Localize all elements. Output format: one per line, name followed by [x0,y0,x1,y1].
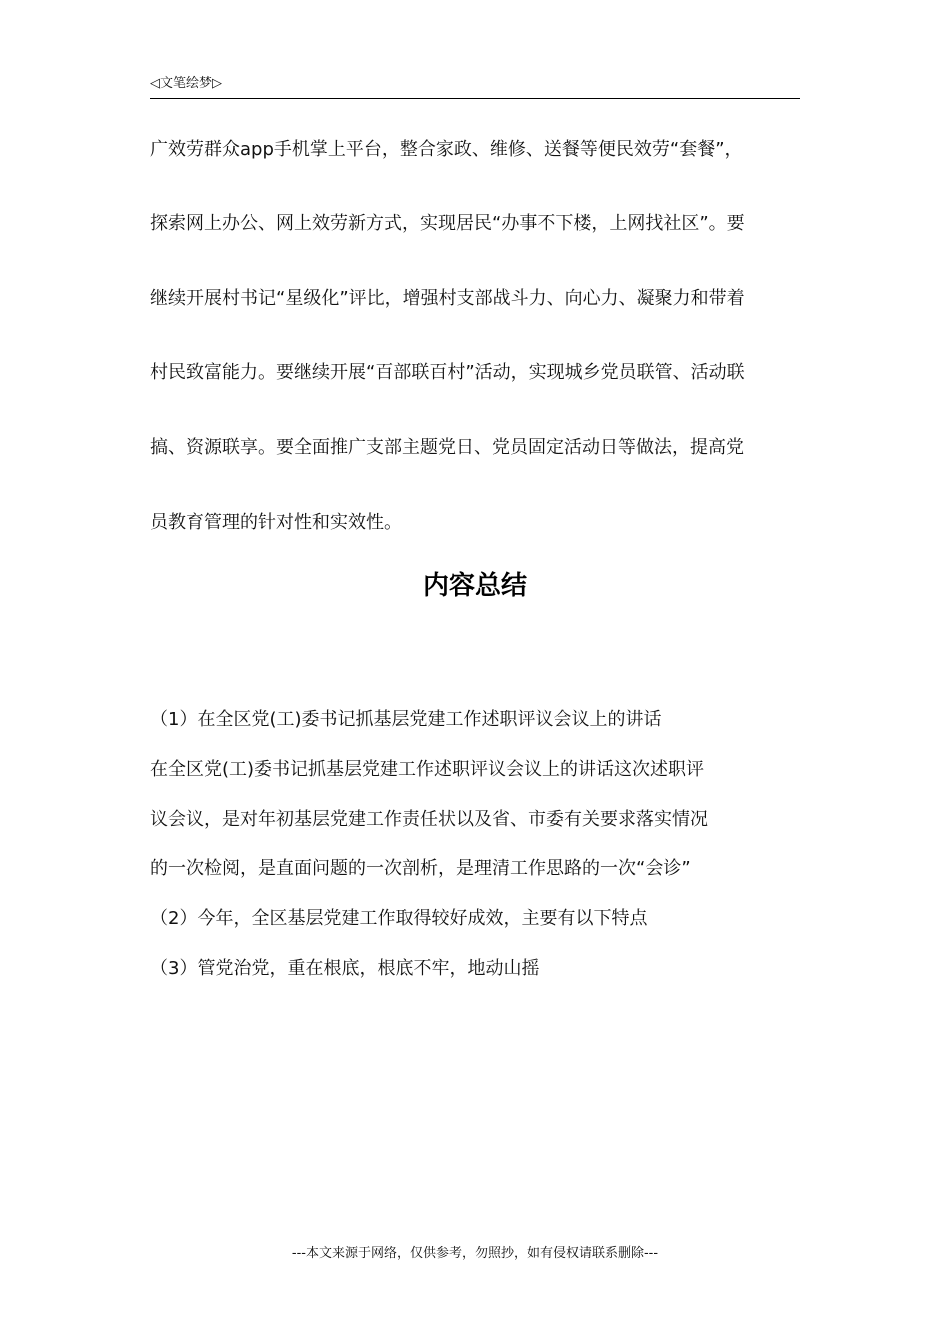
paragraph-line: 村民致富能力。要继续开展“百部联百村”活动，实现城乡党员联管、活动联 [150,362,745,383]
paragraph-line: 员教育管理的针对性和实效性。 [150,512,402,533]
summary-line: 议会议，是对年初基层党建工作责任状以及省、市委有关要求落实情况 [150,809,708,830]
summary-line: （1）在全区党(工)委书记抓基层党建工作述职评议会议上的讲话 [150,709,662,730]
summary-line: 在全区党(工)委书记抓基层党建工作述职评议会议上的讲话这次述职评 [150,759,705,780]
summary-line: 的一次检阅，是直面问题的一次剖析，是理清工作思路的一次“会诊” [150,858,691,879]
paragraph-line: 继续开展村书记“星级化”评比，增强村支部战斗力、向心力、凝聚力和带着 [150,288,745,309]
paragraph-line: 探索网上办公、网上效劳新方式，实现居民“办事不下楼，上网找社区”。要 [150,213,745,234]
header-title: ◁文笔绘梦▷ [150,76,222,91]
page-header [150,74,800,99]
summary-line: （3）管党治党，重在根底，根底不牢，地动山摇 [150,958,540,979]
paragraph-line: 搞、资源联享。要全面推广支部主题党日、党员固定活动日等做法，提高党 [150,437,744,458]
summary-line: （2）今年，全区基层党建工作取得较好成效，主要有以下特点 [150,908,648,929]
page-footer: ---本文来源于网络，仅供参考，勿照抄，如有侵权请联系删除--- [291,1246,659,1261]
summary-title: 内容总结 [422,571,527,601]
paragraph-line: 广效劳群众app手机掌上平台，整合家政、维修、送餐等便民效劳“套餐”， [150,139,743,160]
